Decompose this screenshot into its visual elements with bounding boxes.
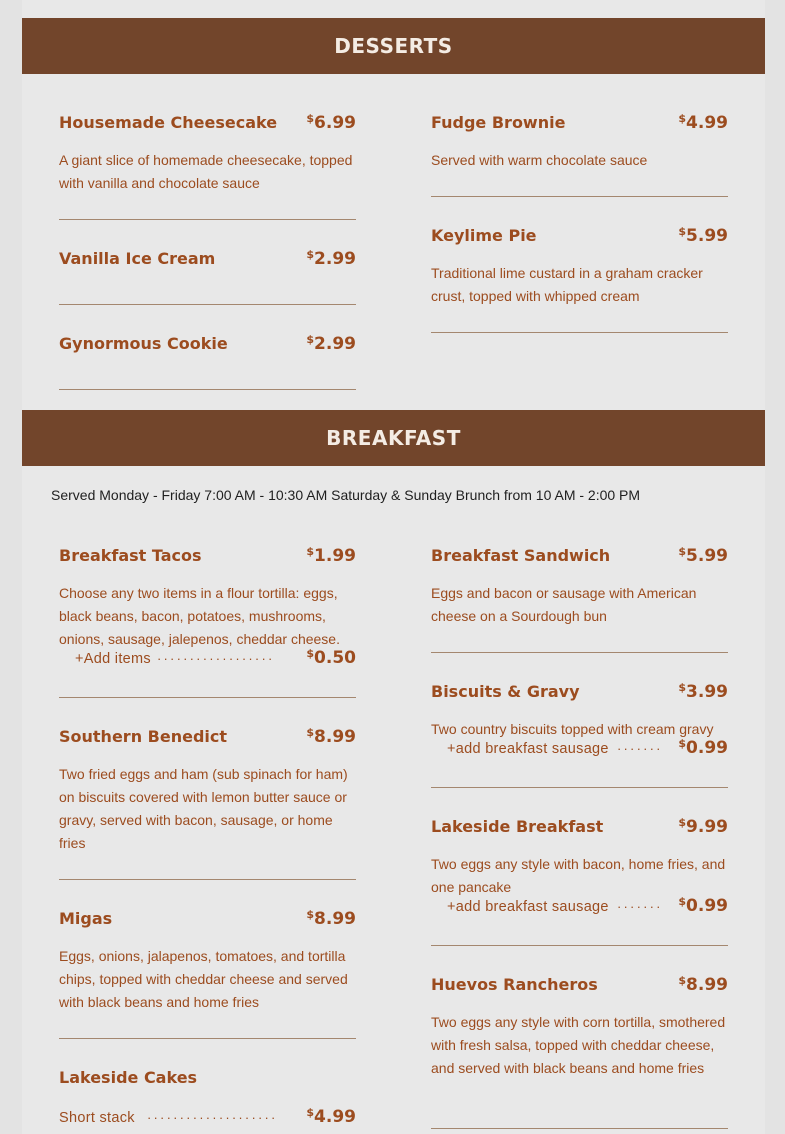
addon-label: +Add items — [75, 651, 151, 667]
addon-label: Short stack — [59, 1110, 135, 1126]
item-price: $5.99 — [678, 225, 728, 246]
addon-price: $0.99 — [678, 737, 728, 758]
menu-item-lakeside-breakfast — [431, 817, 728, 921]
menu-item-gynormous-cookie — [59, 334, 356, 358]
item-price: $8.99 — [306, 726, 356, 747]
divider — [59, 219, 356, 220]
item-description: Two eggs any style with bacon, home fries, and one pancake — [431, 856, 726, 895]
breakfast-hours-notice: Served Monday - Friday 7:00 AM - 10:30 AM Saturday & Sunday Brunch from 10 AM - 2:00 PM — [51, 487, 641, 503]
leader-dots: ·················· — [157, 651, 275, 666]
menu-item-housemade-cheesecake — [59, 113, 356, 195]
item-price: $3.99 — [678, 681, 728, 702]
item-price: $2.99 — [306, 333, 356, 354]
addon-label: +add breakfast sausage — [447, 741, 609, 757]
item-name: Lakeside Cakes — [59, 1068, 198, 1087]
item-price: $8.99 — [678, 974, 728, 995]
item-name: Biscuits & Gravy — [431, 682, 580, 701]
item-name: Gynormous Cookie — [59, 334, 228, 353]
item-description: Eggs, onions, jalapenos, tomatoes, and tortilla chips, topped with cheddar cheese and served with black beans and home fries — [59, 948, 348, 1010]
menu-item-lakeside-cakes — [59, 1068, 356, 1132]
item-description: Eggs and bacon or sausage with American cheese on a Sourdough bun — [431, 585, 697, 624]
divider — [59, 879, 356, 880]
addon-price: $4.99 — [306, 1106, 356, 1127]
menu-item-keylime-pie — [431, 226, 728, 308]
item-name: Breakfast Sandwich — [431, 546, 611, 565]
menu-item-biscuits-gravy — [431, 682, 728, 763]
item-price: $1.99 — [306, 545, 356, 566]
item-name: Huevos Rancheros — [431, 975, 598, 994]
item-price: $4.99 — [678, 112, 728, 133]
menu-item-breakfast-tacos — [59, 546, 356, 673]
desserts-header — [22, 18, 765, 74]
item-description: Served with warm chocolate sauce — [431, 152, 648, 168]
leader-dots: ···················· — [147, 1110, 278, 1125]
divider — [431, 787, 728, 788]
item-price: $6.99 — [306, 112, 356, 133]
desserts-title: DESSERTS — [334, 34, 453, 58]
item-description: Choose any two items in a flour tortilla: eggs, black beans, bacon, potatoes, mushrooms, onions, sausage, jalepenos, cheddar cheese. — [59, 585, 340, 647]
divider — [59, 389, 356, 390]
menu-item-vanilla-ice-cream — [59, 249, 356, 273]
divider — [431, 196, 728, 197]
item-name: Fudge Brownie — [431, 113, 566, 132]
addon-price: $0.99 — [678, 895, 728, 916]
item-price: $5.99 — [678, 545, 728, 566]
divider — [59, 304, 356, 305]
addon-price: $0.50 — [306, 647, 356, 668]
divider — [59, 697, 356, 698]
item-name: Vanilla Ice Cream — [59, 249, 216, 268]
item-name: Keylime Pie — [431, 226, 537, 245]
menu-item-huevos-rancheros — [431, 975, 728, 1080]
menu-item-southern-benedict — [59, 727, 356, 855]
breakfast-header — [22, 410, 765, 466]
addon-row — [59, 1106, 356, 1132]
leader-dots: ······· — [617, 899, 663, 914]
item-name: Lakeside Breakfast — [431, 817, 604, 836]
item-name: Southern Benedict — [59, 727, 228, 746]
item-price: $8.99 — [306, 908, 356, 929]
menu-item-migas — [59, 909, 356, 1014]
item-description: Two fried eggs and ham (sub spinach for ham) on biscuits covered with lemon butter sauce or gravy, served with bacon, sausage, or home fries — [59, 766, 348, 851]
item-price: $2.99 — [306, 248, 356, 269]
item-name: Housemade Cheesecake — [59, 113, 278, 132]
menu-item-fudge-brownie — [431, 113, 728, 172]
item-description: A giant slice of homemade cheesecake, topped with vanilla and chocolate sauce — [59, 152, 353, 191]
addon-row — [59, 647, 356, 673]
leader-dots: ······· — [617, 741, 663, 756]
menu-item-breakfast-sandwich — [431, 546, 728, 628]
addon-row — [431, 737, 728, 763]
item-description: Two eggs any style with corn tortilla, smothered with fresh salsa, topped with cheddar cheese, and served with black beans and home fries — [431, 1014, 726, 1076]
addon-label: +add breakfast sausage — [447, 899, 609, 915]
divider — [431, 652, 728, 653]
item-description: Two country biscuits topped with cream gravy — [431, 721, 714, 737]
divider — [59, 1038, 356, 1039]
addon-row — [431, 895, 728, 921]
item-name: Breakfast Tacos — [59, 546, 202, 565]
divider — [431, 1128, 728, 1129]
divider — [431, 945, 728, 946]
divider — [431, 332, 728, 333]
item-price: $9.99 — [678, 816, 728, 837]
breakfast-title: BREAKFAST — [326, 426, 461, 450]
item-description: Traditional lime custard in a graham cracker crust, topped with whipped cream — [431, 265, 703, 304]
item-name: Migas — [59, 909, 113, 928]
